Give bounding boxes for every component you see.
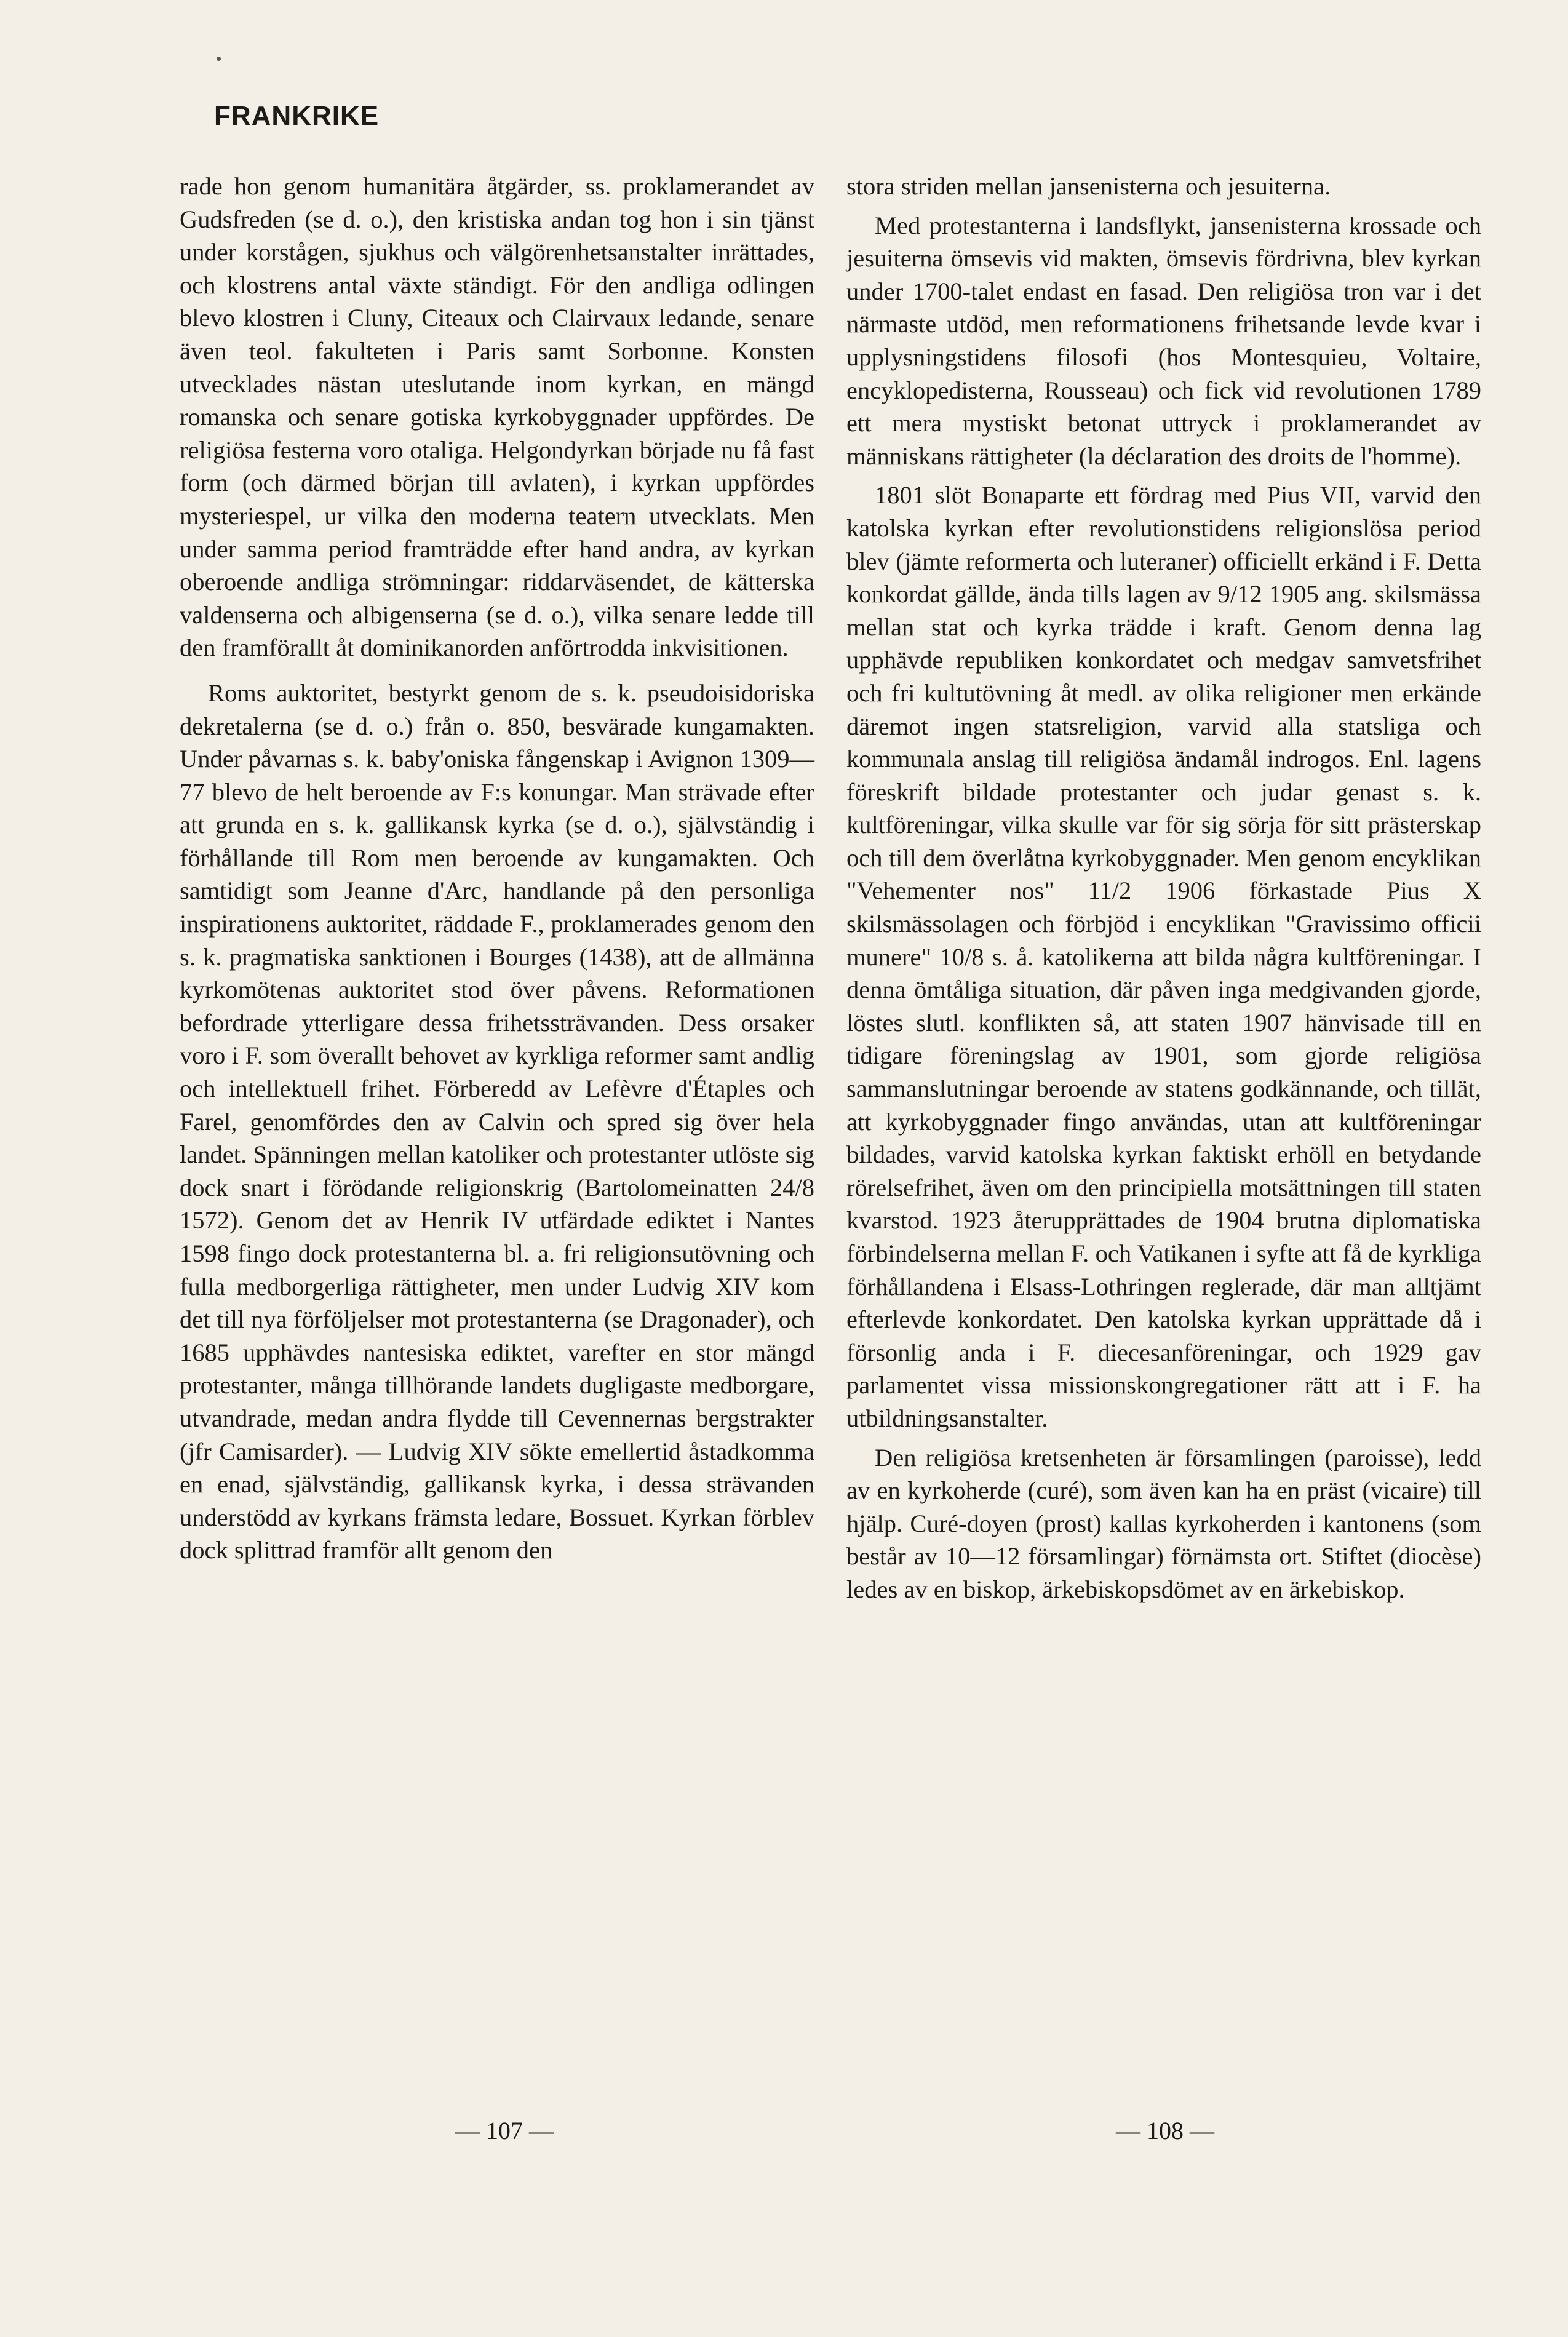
left-paragraph-1: rade hon genom humanitära åtgärder, ss. proklamerandet av Gudsfreden (se d. o.), den kristiska andan tog hon i sin tjänst under korstågen, sjukhus och välgörenhetsanstalter inrättades, och klostrens antal växte ständigt. För den andliga odlingen blevo klostren i Cluny, Citeaux och Clairvaux ledande, senare även teol. fakulteten i Paris samt Sorbonne. Konsten utvecklades nästan uteslutande inom kyrkan, en mängd romanska och senare gotiska kyrkobyggnader uppfördes. De religiösa festerna voro otaliga. Helgondyrkan började nu få fast form (och därmed början till avlaten), i kyrkan uppfördes mysteriespel, ur vilka den moderna teatern utvecklats. Men under samma period framträdde efter hand andra, av kyrkan oberoende andliga strömningar: riddarväsendet, de kätterska valdenserna och albigenserna (se d. o.), vilka senare ledde till den framförallt åt dominikanorden anförtrodda inkvisitionen.: [180, 172, 814, 662]
right-paragraph-1: stora striden mellan jansenisterna och jesuiterna.: [846, 172, 1331, 200]
right-paragraph-4: Den religiösa kretsenheten är församlingen (paroisse), ledd av en kyrkoherde (curé), som även kan ha en präst (vicaire) till hjälp. Curé-doyen (prost) kallas kyrkoherden i kantonens (som består av 10—12 församlingar) förnämsta ort. Stiftet (diocèse) ledes av en biskop, ärkebiskopsdömet av en ärkebiskop.: [846, 1443, 1481, 1603]
running-header: FRANKRIKE: [214, 101, 380, 131]
right-paragraph-2: Med protestanterna i landsflykt, jansenisterna krossade och jesuiterna ömsevis vid makten, ömsevis fördrivna, blev kyrkan under 1700-talet endast en fasad. Den religiösa tron var i det närmaste utdöd, men reformationens frihetsande levde kvar i upplysningstidens filosofi (hos Montesquieu, Voltaire, encyklopedisterna, Rousseau) och fick vid revolutionen 1789 ett mera mystiskt betonat uttryck i proklamerandet av människans rättigheter (la déclaration des droits de l'homme).: [846, 211, 1481, 470]
print-mark: [217, 57, 221, 61]
right-column: [846, 170, 1481, 1606]
page-number-right: — 108 —: [1116, 2117, 1214, 2144]
right-paragraph-3: 1801 slöt Bonaparte ett fördrag med Pius VII, varvid den katolska kyrkan efter revolutionstidens religionslösa period blev (jämte reformerta och luteraner) officiellt erkänd i F. Detta konkordat gällde, ända tills lagen av 9/12 1905 ang. skilsmässa mellan stat och kyrka trädde i kraft. Genom denna lag upphävde republiken konkordatet och medgav samvetsfrihet och fri kultutövning åt medl. av olika religioner men erkände däremot ingen statsreligion, varvid alla statsliga och kommunala anslag till religiösa ändamål indrogos. Enl. lagens föreskrift bildade protestanter och judar genast s. k. kultföreningar, vilka skulle var för sig sörja för sitt prästerskap och till dem överlåtna kyrkobyggnader. Men genom encyklikan "Vehementer nos" 11/2 1906 förkastade Pius X skilsmässolagen och förbjöd i encyklikan "Gravissimo officii munere" 10/8 s. å. katolikerna att bilda några kultföreningar. I denna ömtåliga situation, där påven inga medgivanden gjorde, löstes slutl. konflikten så, att staten 1907 hänvisade till en tidigare föreningslag av 1901, som gjorde religiösa sammanslutningar beroende av statens godkännande, och tillät, att kyrkobyggnader fingo användas, utan att kultföreningar bildades, varvid katolska kyrkan faktiskt erhöll en betydande rörelsefrihet, även om den principiella motsättningen till staten kvarstod. 1923 återupprättades de 1904 brutna diplomatiska förbindelserna mellan F. och Vatikanen i syfte att få de kyrkliga förhållandena i Elsass-Lothringen reglerade, där man alltjämt efterlevde konkordatet. Den katolska kyrkan upprättade då i försonlig anda i F. diecesanföreningar, och 1929 gav parlamentet vissa missionskongregationer rätt att i F. ha utbildningsanstalter.: [846, 481, 1481, 1432]
page-number-left: — 107 —: [455, 2117, 554, 2144]
left-paragraph-2: Roms auktoritet, bestyrkt genom de s. k. pseudoisidoriska dekretalerna (se d. o.) från o. 850, besvärade kungamakten. Under påvarnas s. k. baby'oniska fångenskap i Avignon 1309—77 blevo de helt beroende av F:s konungar. Man strävade efter att grunda en s. k. gallikansk kyrka (se d. o.), självständig i förhållande till Rom men beroende av kungamakten. Och samtidigt som Jeanne d'Arc, handlande på den personliga inspirationens auktoritet, räddade F., proklamerades genom den s. k. pragmatiska sanktionen i Bourges (1438), att de allmänna kyrkomötenas auktoritet stod över påvens. Reformationen befordrade ytterligare dessa frihetssträvanden. Dess orsaker voro i F. som överallt behovet av kyrkliga reformer samt andlig och intellektuell frihet. Förberedd av Lefèvre d'Étaples och Farel, genomfördes den av Calvin och spred sig över hela landet. Spänningen mellan katoliker och protestanter utlöste sig dock snart i förödande religionskrig (Bartolomeinatten 24/8 1572). Genom det av Henrik IV utfärdade ediktet i Nantes 1598 fingo dock protestanterna bl. a. fri religionsutövning och fulla medborgerliga rättigheter, men under Ludvig XIV kom det till nya förföljelser mot protestanterna (se Dragonader), och 1685 upphävdes nantesiska ediktet, varefter en stor mängd protestanter, många tillhörande landets dugligaste medborgare, utvandrade, medan andra flydde till Cevennernas bergstrakter (jfr Camisarder). — Ludvig XIV sökte emellertid åstadkomma en enad, självständig, gallikansk kyrka, i dessa strävanden understödd av kyrkans främsta ledare, Bossuet. Kyrkan förblev dock splittrad framför allt genom den: [180, 679, 814, 1564]
left-column: [180, 170, 814, 1567]
